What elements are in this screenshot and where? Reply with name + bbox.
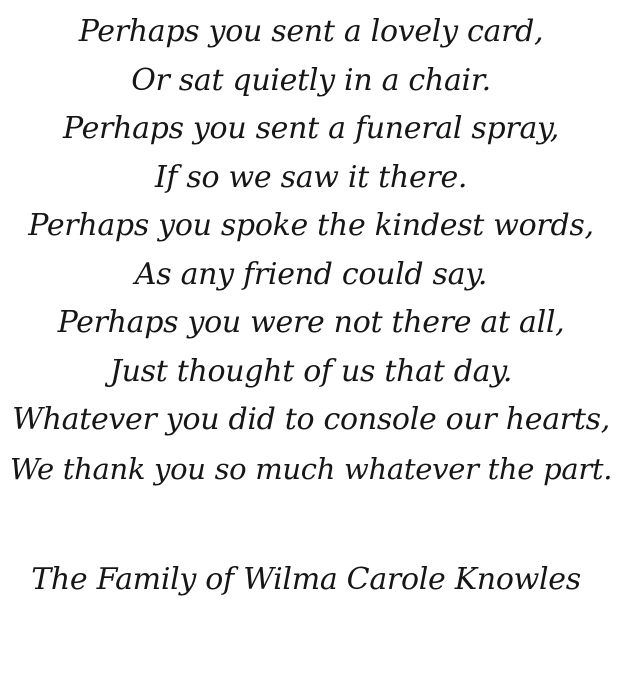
- family-signature: The Family of Wilma Carole Knowles: [31, 562, 581, 597]
- poem: [0, 8, 622, 493]
- poem-line: Whatever you did to console our hearts,: [12, 402, 610, 437]
- poem-line: Or sat quietly in a chair.: [131, 62, 491, 98]
- poem-line: If so we saw it there.: [154, 159, 468, 195]
- poem-line: Perhaps you sent a funeral spray,: [63, 111, 559, 146]
- poem-line: Perhaps you spoke the kindest words,: [28, 208, 594, 243]
- poem-line: Perhaps you were not there at all,: [57, 305, 565, 340]
- poem-line: Just thought of us that day.: [109, 353, 513, 389]
- poem-line: Perhaps you sent a lovely card,: [78, 14, 544, 49]
- poem-line: As any friend could say.: [134, 256, 488, 292]
- poem-line: We thank you so much whatever the part.: [9, 451, 613, 486]
